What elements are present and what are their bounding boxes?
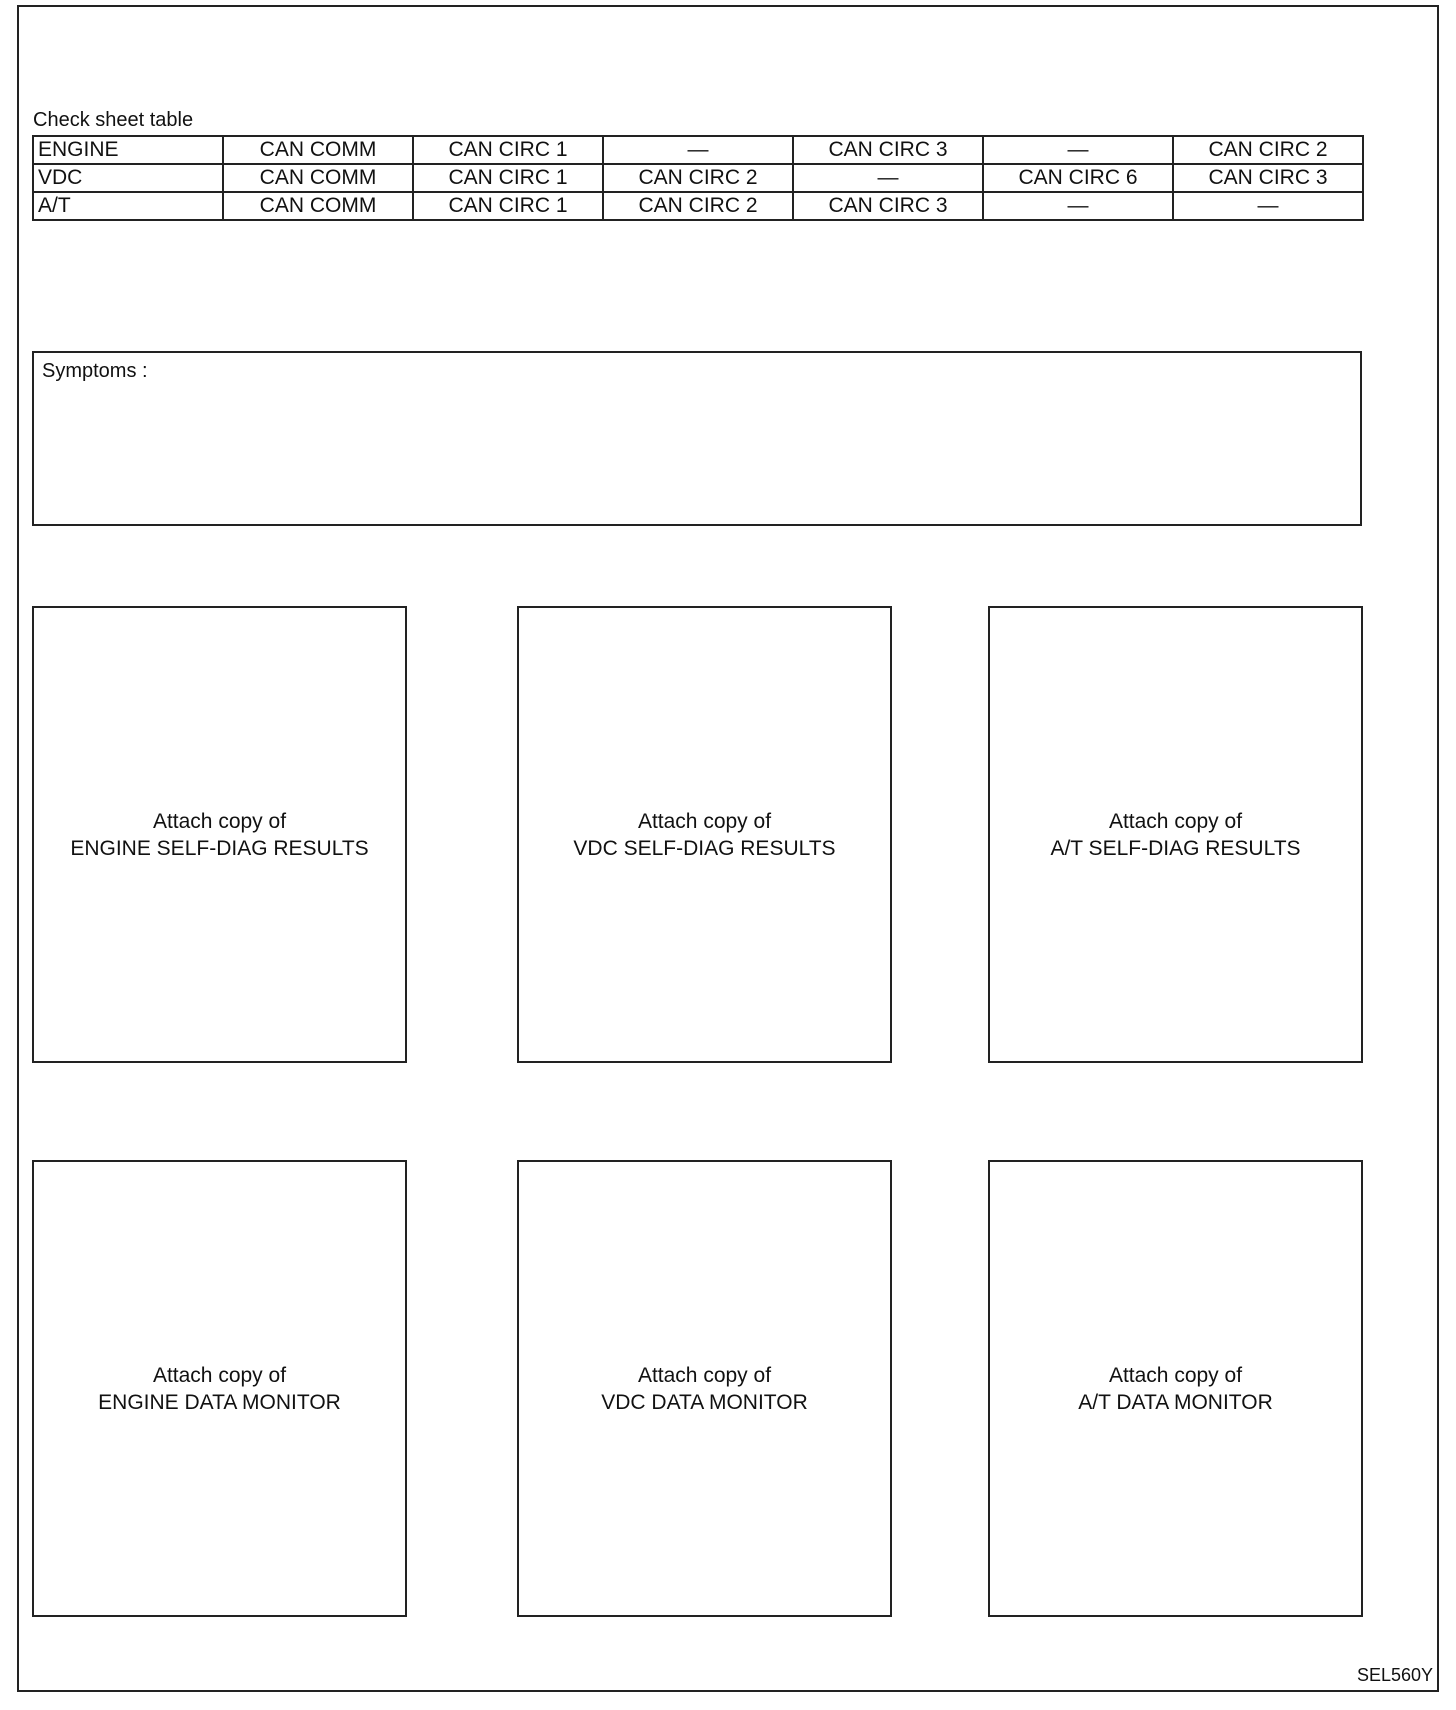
table-cell: — bbox=[983, 136, 1173, 164]
vdc-self-diag-box bbox=[517, 606, 892, 1063]
attach-line-2: VDC DATA MONITOR bbox=[601, 1390, 808, 1414]
check-sheet-table bbox=[32, 135, 1364, 221]
attach-line-1: Attach copy of bbox=[1108, 809, 1243, 833]
table-cell: CAN CIRC 2 bbox=[603, 164, 793, 192]
table-row-vdc bbox=[33, 164, 1363, 192]
table-cell: CAN CIRC 3 bbox=[1173, 164, 1363, 192]
symptoms-box[interactable] bbox=[32, 351, 1362, 526]
table-cell: CAN CIRC 3 bbox=[793, 136, 983, 164]
row-label: VDC bbox=[33, 164, 223, 192]
row-label: ENGINE bbox=[33, 136, 223, 164]
table-cell: CAN COMM bbox=[223, 192, 413, 220]
symptoms-label: Symptoms : bbox=[42, 360, 148, 382]
attach-line-1: Attach copy of bbox=[152, 809, 287, 833]
attach-line-2: ENGINE DATA MONITOR bbox=[98, 1390, 341, 1414]
table-cell: CAN CIRC 2 bbox=[603, 192, 793, 220]
table-cell: CAN CIRC 6 bbox=[983, 164, 1173, 192]
table-cell: — bbox=[603, 136, 793, 164]
table-row-engine bbox=[33, 136, 1363, 164]
engine-data-monitor-box bbox=[32, 1160, 407, 1617]
at-data-monitor-box bbox=[988, 1160, 1363, 1617]
attach-line-2: ENGINE SELF-DIAG RESULTS bbox=[70, 836, 369, 860]
attach-line-2: A/T DATA MONITOR bbox=[1078, 1390, 1273, 1414]
table-cell: CAN CIRC 1 bbox=[413, 192, 603, 220]
attach-line-2: VDC SELF-DIAG RESULTS bbox=[573, 836, 836, 860]
table-cell: — bbox=[983, 192, 1173, 220]
table-cell: CAN COMM bbox=[223, 164, 413, 192]
at-self-diag-box bbox=[988, 606, 1363, 1063]
vdc-data-monitor-box bbox=[517, 1160, 892, 1617]
row-label: A/T bbox=[33, 192, 223, 220]
attach-line-1: Attach copy of bbox=[152, 1363, 287, 1387]
table-row-at bbox=[33, 192, 1363, 220]
attach-line-1: Attach copy of bbox=[637, 809, 772, 833]
table-cell: — bbox=[793, 164, 983, 192]
attach-line-1: Attach copy of bbox=[637, 1363, 772, 1387]
engine-self-diag-box bbox=[32, 606, 407, 1063]
table-cell: — bbox=[1173, 192, 1363, 220]
table-cell: CAN CIRC 1 bbox=[413, 164, 603, 192]
check-sheet-title: Check sheet table bbox=[33, 109, 194, 131]
table-cell: CAN COMM bbox=[223, 136, 413, 164]
table-cell: CAN CIRC 3 bbox=[793, 192, 983, 220]
table-cell: CAN CIRC 2 bbox=[1173, 136, 1363, 164]
attach-line-1: Attach copy of bbox=[1108, 1363, 1243, 1387]
figure-code: SEL560Y bbox=[1356, 1665, 1433, 1685]
table-cell: CAN CIRC 1 bbox=[413, 136, 603, 164]
attach-line-2: A/T SELF-DIAG RESULTS bbox=[1050, 836, 1301, 860]
